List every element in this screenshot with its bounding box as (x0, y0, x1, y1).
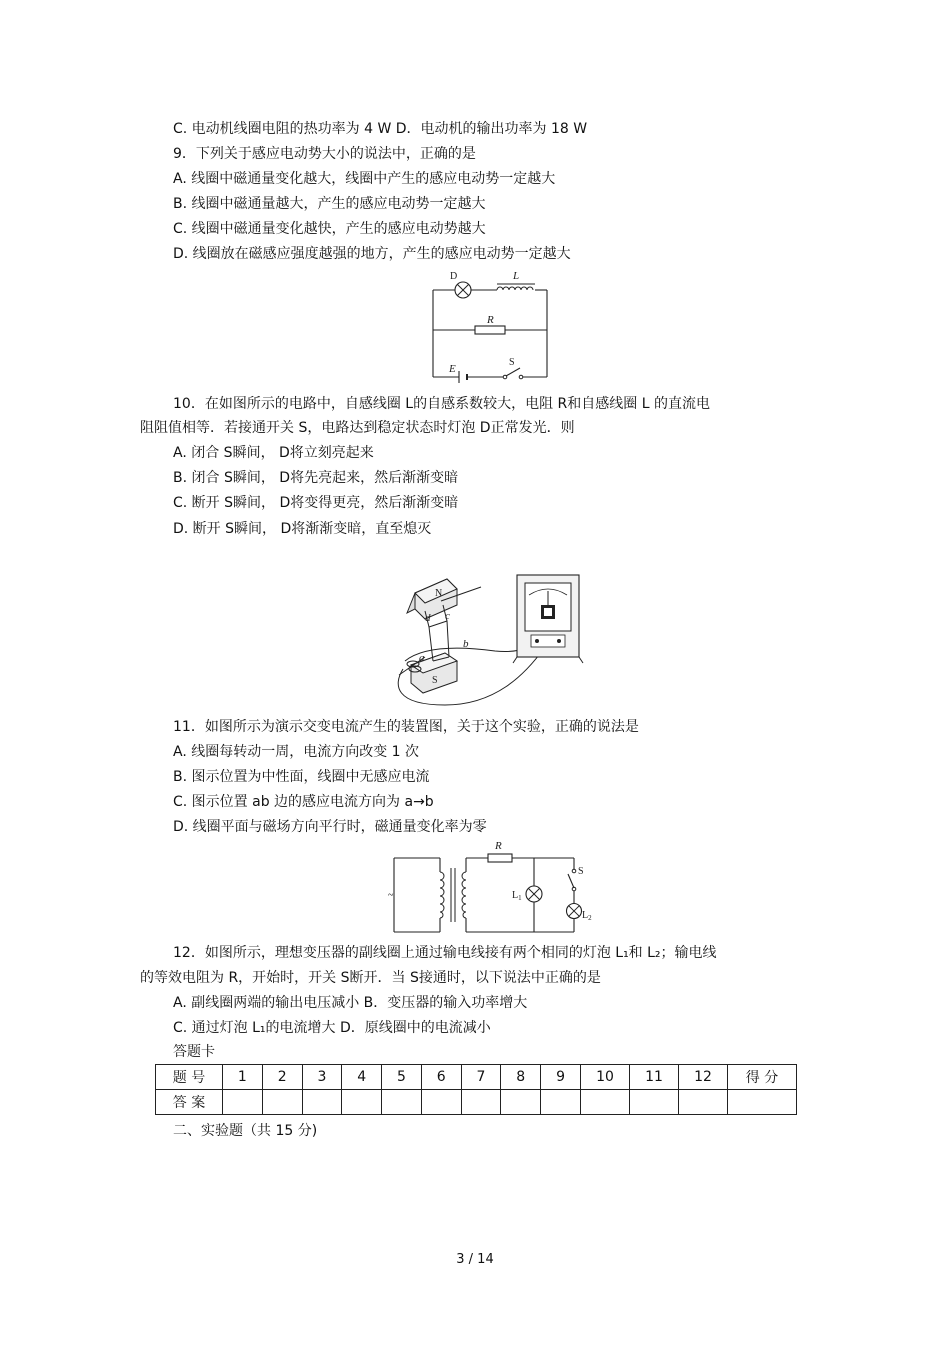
label-d: D (450, 271, 458, 282)
inductor-coil-icon (497, 284, 535, 290)
label-r: R (495, 840, 502, 852)
q12-transformer-diagram (388, 838, 598, 934)
switch-s-icon (503, 368, 523, 379)
number-cell: 5 (382, 1065, 422, 1090)
q12-stem-line2: 的等效电阻为 R，开始时，开关 S断开．当 S接通时，以下说法中正确的是 (140, 970, 601, 986)
number-cell: 6 (421, 1065, 461, 1090)
q11-generator-diagram (385, 565, 585, 710)
q10-option-d: D. 断开 S瞬间， D将渐渐变暗，直至熄灭 (173, 521, 432, 537)
label-s: S (509, 357, 515, 368)
label-l1: $L_1$ (512, 890, 522, 902)
answer-cell[interactable] (541, 1090, 581, 1115)
number-cell: 4 (342, 1065, 382, 1090)
q10-option-a: A. 闭合 S瞬间， D将立刻亮起来 (173, 445, 374, 461)
lamp-d-icon (455, 282, 471, 298)
answer-card-title: 答题卡 (173, 1044, 215, 1060)
answer-cell[interactable] (461, 1090, 501, 1115)
number-cell: 10 (581, 1065, 630, 1090)
answer-card-table (155, 1064, 797, 1115)
number-cell: 1 (223, 1065, 263, 1090)
score-label-cell: 得 分 (728, 1065, 797, 1090)
q12-stem-line1: 12．如图所示，理想变压器的副线圈上通过输电线接有两个相同的灯泡 L₁和 L₂；输电线 (173, 945, 717, 961)
q10-stem-line1: 10．在如图所示的电路中，自感线圈 L的自感系数较大，电阻 R和自感线圈 L 的直流电 (173, 396, 710, 412)
label-s-pole: S (432, 675, 438, 686)
q9-option-c: C. 线圈中磁通量变化越快，产生的感应电动势越大 (173, 221, 486, 237)
answer-cell[interactable] (342, 1090, 382, 1115)
q11-option-a: A. 线圈每转动一周，电流方向改变 1 次 (173, 744, 420, 760)
q10-option-b: B. 闭合 S瞬间， D将先亮起来，然后渐渐变暗 (173, 470, 459, 486)
answer-cell[interactable] (382, 1090, 422, 1115)
label-r: R (487, 314, 494, 326)
magnet-s-pole (411, 653, 457, 693)
label-n: N (435, 588, 443, 599)
number-cell: 11 (630, 1065, 679, 1090)
q10-circuit-diagram (425, 268, 555, 383)
number-cell: 7 (461, 1065, 501, 1090)
label-ac-source: ~ (388, 890, 394, 901)
label-s: S (578, 866, 584, 877)
answer-cell[interactable] (262, 1090, 302, 1115)
q11-stem: 11．如图所示为演示交变电流产生的装置图，关于这个实验，正确的说法是 (173, 719, 639, 735)
answer-cell[interactable] (223, 1090, 263, 1115)
score-cell[interactable] (728, 1090, 797, 1115)
label-a: a (419, 652, 425, 664)
page-number: 3 / 14 (456, 1252, 494, 1267)
label-b: b (463, 638, 469, 650)
q8-option-cd: C. 电动机线圈电阻的热功率为 4 W D．电动机的输出功率为 18 W (173, 121, 588, 137)
lamp-l2-icon (567, 904, 582, 919)
number-cell: 8 (501, 1065, 541, 1090)
answer-cell[interactable] (501, 1090, 541, 1115)
q12-options-cd: C. 通过灯泡 L₁的电流增大 D．原线圈中的电流减小 (173, 1020, 491, 1036)
q12-options-ab: A. 副线圈两端的输出电压减小 B．变压器的输入功率增大 (173, 995, 528, 1011)
number-cell: 2 (262, 1065, 302, 1090)
label-l: L (513, 270, 520, 282)
answer-card-answer-row (156, 1090, 797, 1115)
q11-option-b: B. 图示位置为中性面，线圈中无感应电流 (173, 769, 430, 785)
number-cell: 3 (302, 1065, 342, 1090)
q9-stem: 9．下列关于感应电动势大小的说法中，正确的是 (173, 146, 476, 162)
q9-option-b: B. 线圈中磁通量越大，产生的感应电动势一定越大 (173, 196, 486, 212)
transformer-core (440, 868, 466, 922)
lamp-l1-icon (526, 886, 542, 902)
galvanometer (513, 575, 583, 663)
q11-option-d: D. 线圈平面与磁场方向平行时，磁通量变化率为零 (173, 819, 487, 835)
answer-cell[interactable] (302, 1090, 342, 1115)
label-c: c (445, 610, 450, 622)
q9-option-a: A. 线圈中磁通量变化越大，线圈中产生的感应电动势一定越大 (173, 171, 556, 187)
answer-card-header-row (156, 1065, 797, 1090)
q9-option-d: D. 线圈放在磁感应强度越强的地方，产生的感应电动势一定越大 (173, 246, 571, 262)
answer-cell[interactable] (679, 1090, 728, 1115)
q10-option-c: C. 断开 S瞬间， D将变得更亮，然后渐渐变暗 (173, 495, 459, 511)
answer-label-cell: 答 案 (156, 1090, 223, 1115)
switch-s-icon (568, 869, 576, 891)
answer-cell[interactable] (630, 1090, 679, 1115)
resistor-icon (475, 326, 505, 334)
label-l2: $L_2$ (582, 910, 592, 922)
answer-cell[interactable] (581, 1090, 630, 1115)
q11-option-c: C. 图示位置 ab 边的感应电流方向为 a→b (173, 794, 434, 810)
header-label-cell: 题 号 (156, 1065, 223, 1090)
number-cell: 12 (679, 1065, 728, 1090)
q10-stem-line2: 阻阻值相等．若接通开关 S，电路达到稳定状态时灯泡 D正常发光．则 (140, 420, 575, 436)
section-2-heading: 二、实验题（共 15 分) (173, 1123, 318, 1139)
number-cell: 9 (541, 1065, 581, 1090)
answer-cell[interactable] (421, 1090, 461, 1115)
label-d-edge: d (425, 612, 431, 624)
label-e: E (449, 363, 456, 375)
resistor-r-icon (488, 854, 512, 862)
battery-icon (459, 371, 467, 383)
